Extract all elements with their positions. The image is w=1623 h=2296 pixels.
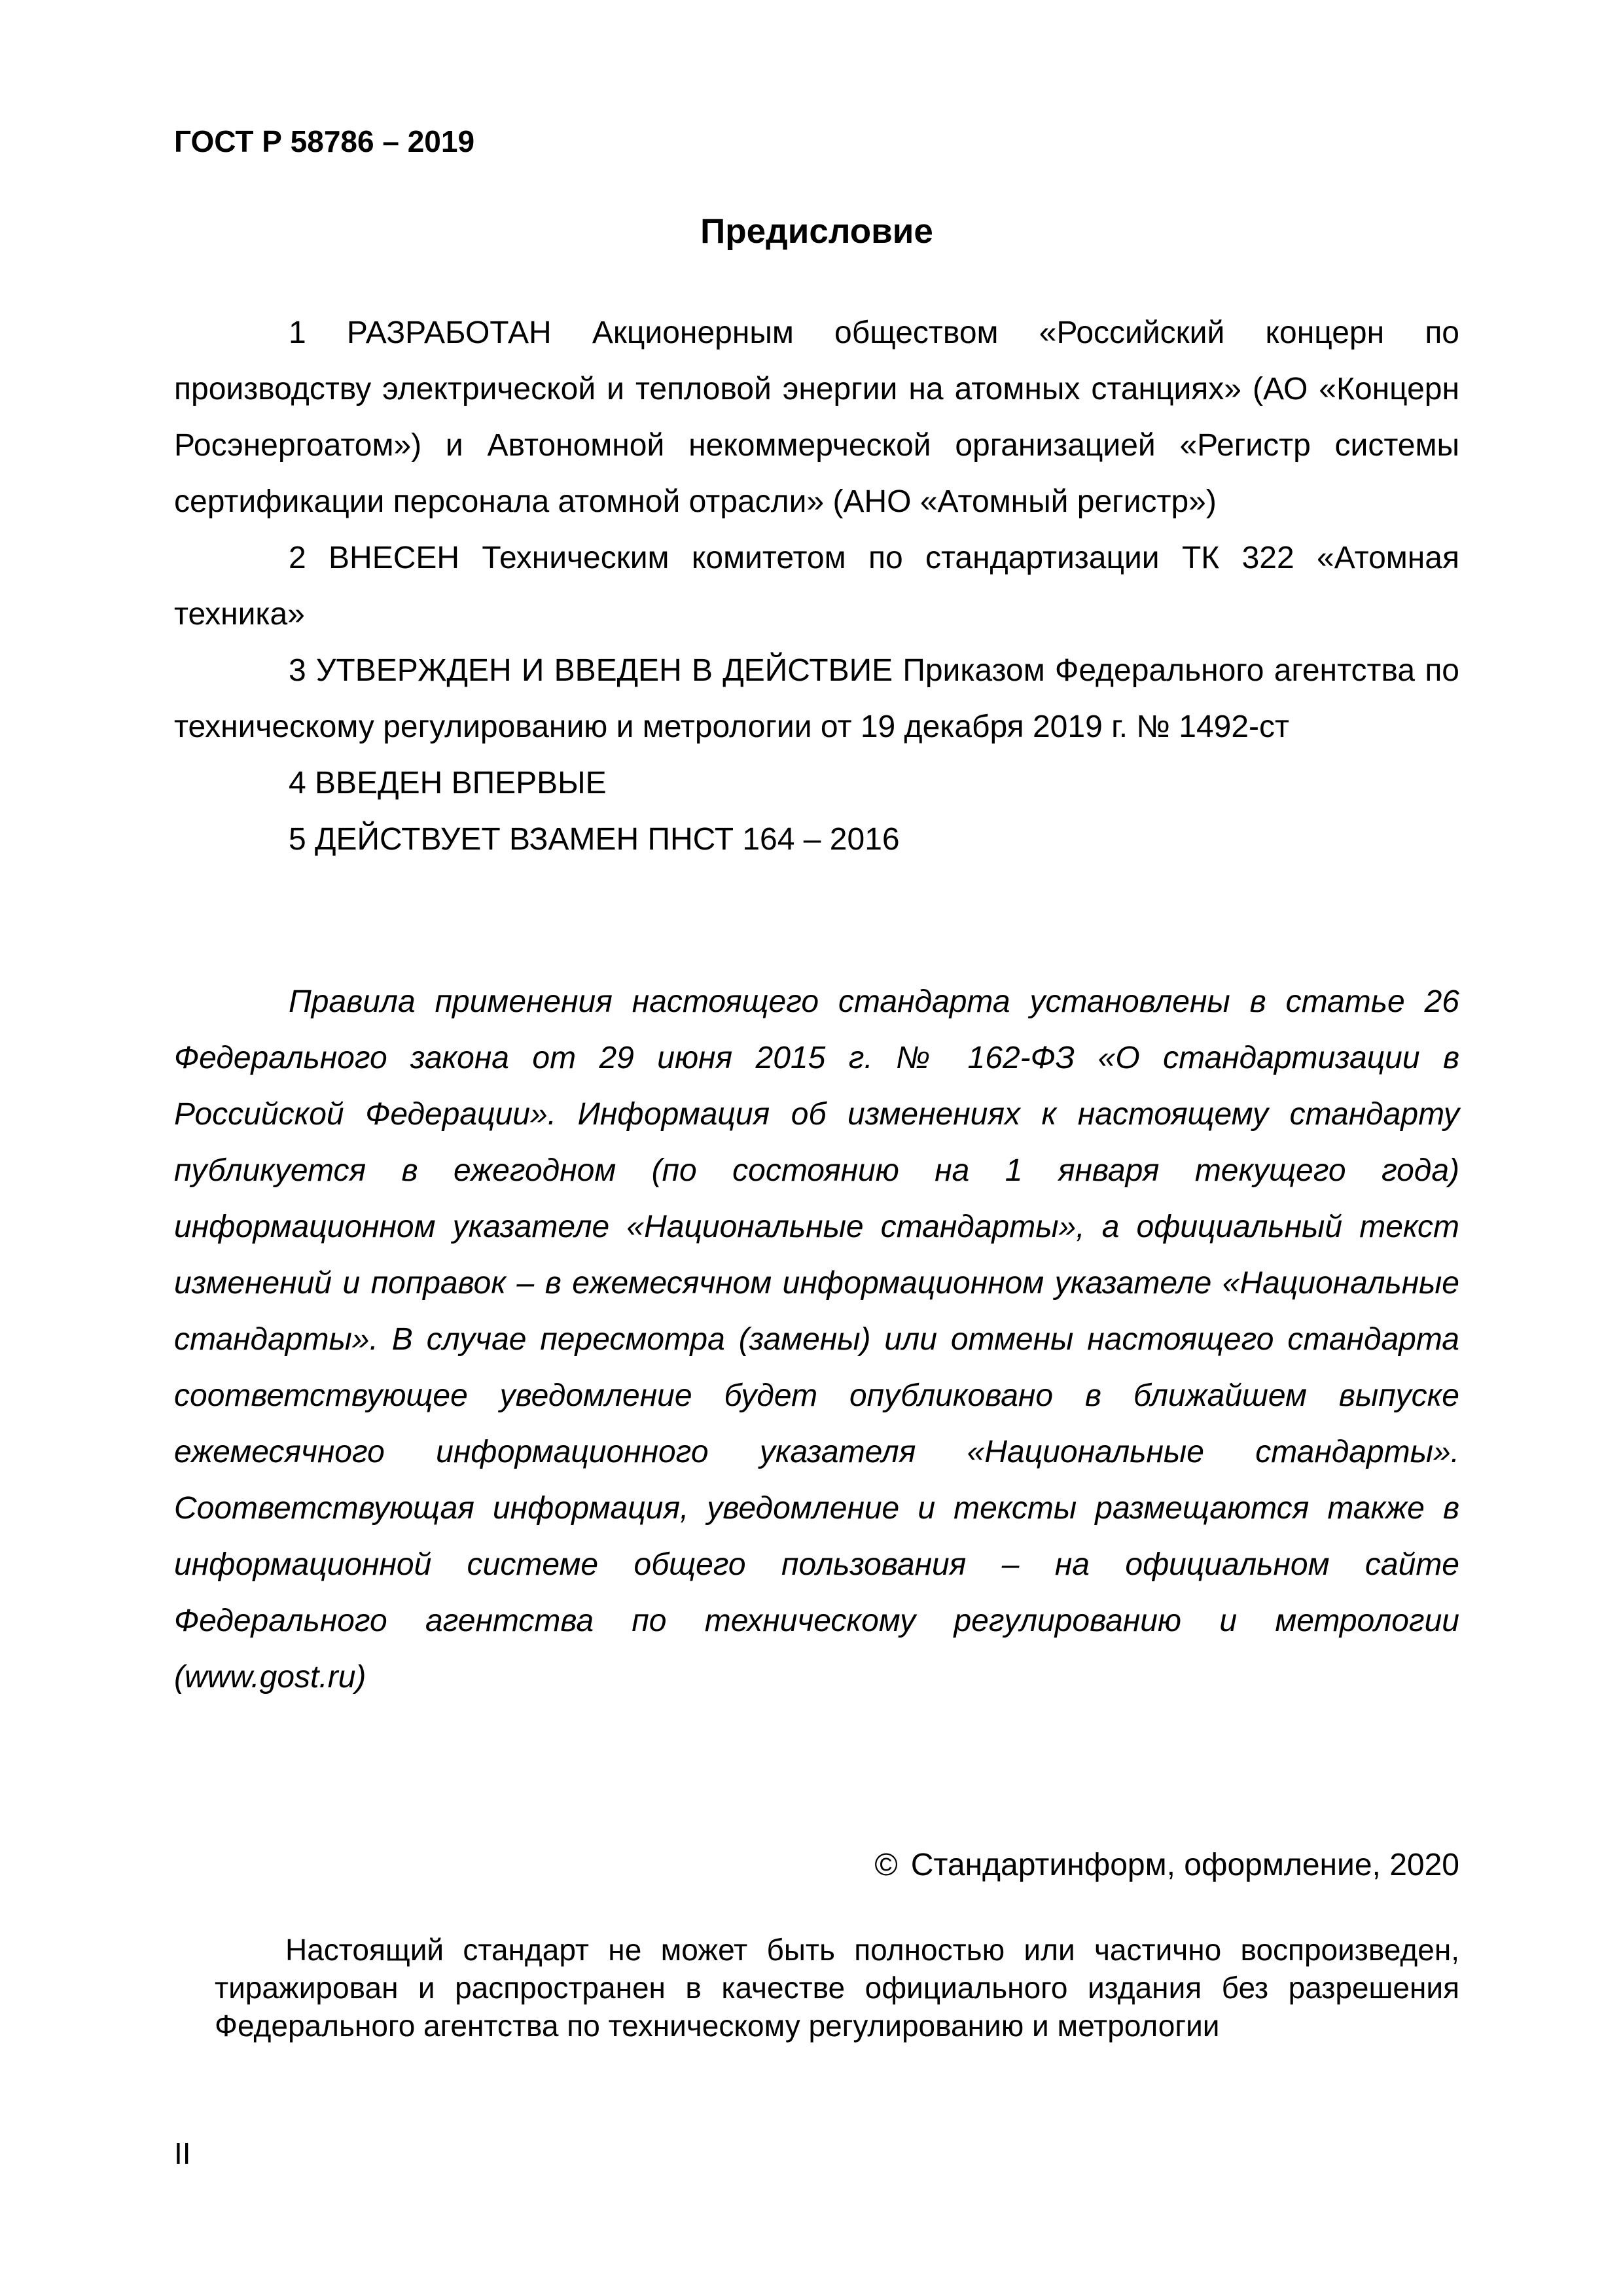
page-title: Предисловие [700, 212, 933, 251]
standard-designation: ГОСТ Р 58786 – 2019 [174, 124, 475, 158]
foreword-item-developed: 1 РАЗРАБОТАН Акционерным обществом «Российский концерн по производству электрической и тепловой энергии на атомных станциях» (АО «Концерн Росэнергоатом») и Автономной некоммерческой организацией «Регистр системы сертификации персонала атомной отрасли» (АНО «Атомный регистр») [174, 315, 1459, 519]
reproduction-notice-text: Настоящий стандарт не может быть полностью или частично воспроизведен, тиражирован и распространен в качестве официального издания без разрешения Федерального агентства по техническому регулированию и метрологии [215, 1933, 1459, 2043]
foreword-item-approved: 3 УТВЕРЖДЕН И ВВЕДЕН В ДЕЙСТВИЕ Приказом Федерального агентства по техническому регулированию и метрологии от 19 декабря 2019 г. № 1492-ст [174, 653, 1459, 744]
copyright-line [174, 1846, 1459, 1885]
notice-text: Правила применения настоящего стандарта установлены в статье 26 Федерального закона от 29 июня 2015 г. № 162-ФЗ «О стандартизации в Российской Федерации». Информация об изменениях к настоящему стандарту публикуется в ежегодном (по состоянию на 1 января текущего года) информационном указателе «Национальные стандарты», а официальный текст изменений и поправок – в ежемесячном информационном указателе «Национальные стандарты». В случае пересмотра (замены) или отмены настоящего стандарта соответствующее уведомление будет опубликовано в ближайшем выпуске ежемесячного информационного указателя «Национальные стандарты». Соответствующая информация, уведомление и тексты размещаются также в информационной системе общего пользования – на официальном сайте Федерального агентства по техническому регулированию и метрологии (www.gost.ru) [174, 984, 1459, 1695]
copyright-icon: © [874, 1848, 898, 1882]
foreword-item-introduced: 4 ВВЕДЕН ВПЕРВЫЕ [289, 766, 607, 800]
page-number: II [174, 2136, 191, 2170]
foreword-items [174, 305, 1459, 868]
application-rules-notice [174, 974, 1459, 1706]
foreword-item-replaces: 5 ДЕЙСТВУЕТ ВЗАМЕН ПНСТ 164 – 2016 [289, 822, 900, 857]
copyright-text: Стандартинформ, оформление, 2020 [910, 1848, 1459, 1882]
reproduction-notice [215, 1931, 1459, 2045]
foreword-item-submitted: 2 ВНЕСЕН Техническим комитетом по стандартизации ТК 322 «Атомная техника» [174, 541, 1459, 632]
